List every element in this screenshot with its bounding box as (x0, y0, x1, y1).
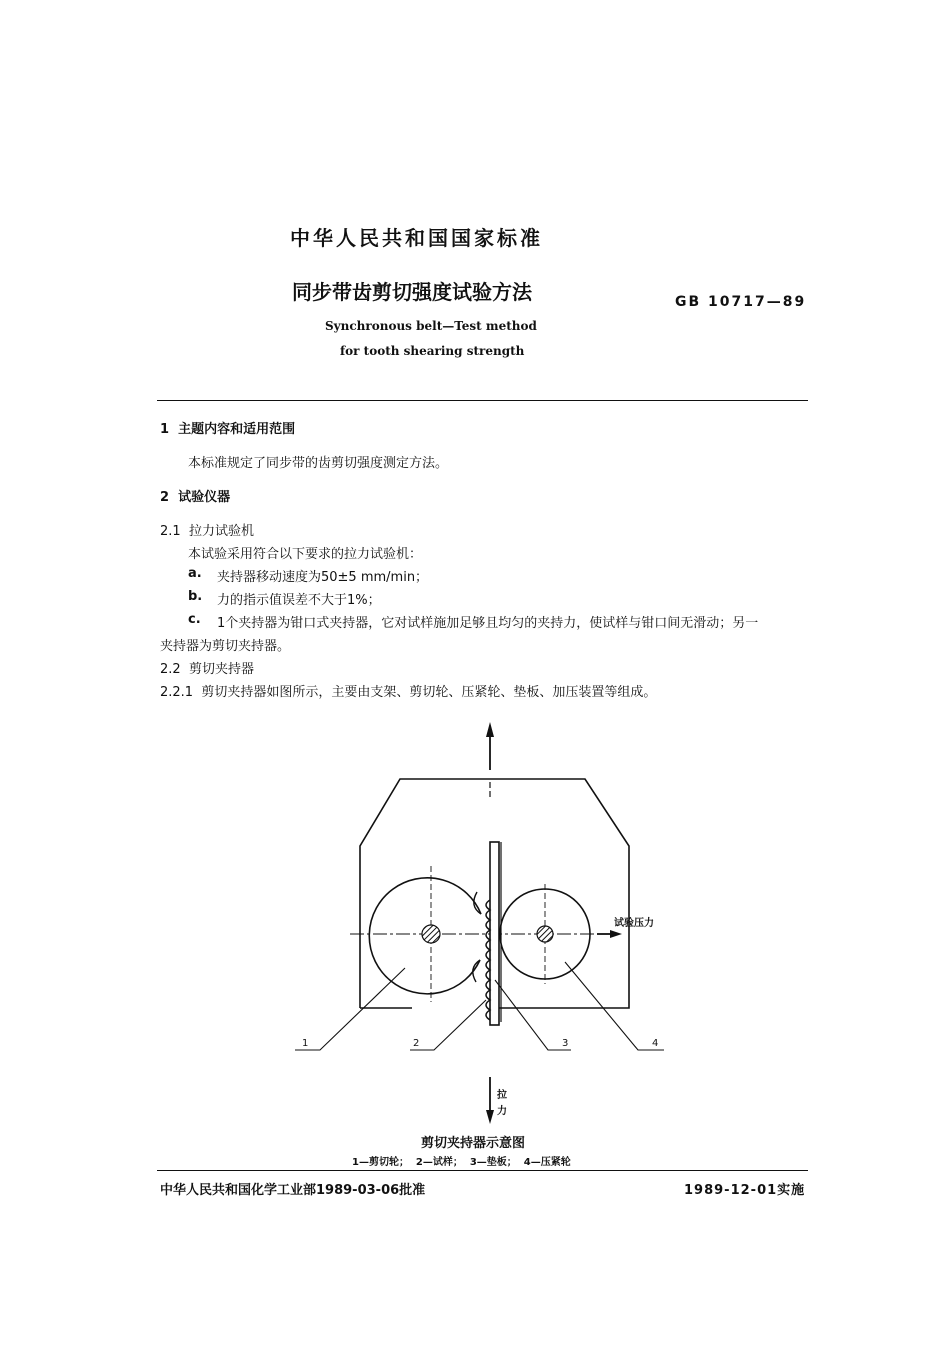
item-b-marker: b. (188, 589, 203, 604)
national-standard-title: 中华人民共和国国家标准 (290, 226, 543, 250)
callout-4: 4 (652, 1038, 659, 1049)
footer-divider (157, 1170, 808, 1171)
item-c-continuation: 夹持器为剪切夹持器。 (160, 639, 291, 654)
figure-legend: 1—剪切轮； 2—试样； 3—垫板； 4—压紧轮 (352, 1157, 571, 1168)
section-1-heading: 1 主题内容和适用范围 (160, 422, 296, 437)
section-2-1-heading: 2.1 拉力试验机 (160, 524, 254, 539)
approval-line: 中华人民共和国化学工业部1989-03-06批准 (160, 1183, 426, 1198)
pull-force-label-1: 拉 (497, 1090, 507, 1101)
pull-force-arrow (486, 1077, 494, 1124)
callout-3: 3 (562, 1038, 569, 1049)
callout-leaders (295, 962, 664, 1050)
item-b-text: 力的指示值误差不大于1%； (217, 593, 381, 608)
standard-code: GB 10717—89 (675, 294, 807, 310)
test-pressure-label: 试验压力 (614, 918, 654, 929)
section-2-2-1-text: 2.2.1 剪切夹持器如图所示，主要由支架、剪切轮、压紧轮、垫板、加压装置等组成。 (160, 685, 657, 700)
english-title-line-2: for tooth shearing strength (340, 344, 525, 358)
specimen-belt (486, 842, 499, 1025)
section-2-2-heading: 2.2 剪切夹持器 (160, 662, 254, 677)
section-2-1-intro: 本试验采用符合以下要求的拉力试验机： (188, 547, 423, 562)
callout-1: 1 (302, 1038, 309, 1049)
item-a-marker: a. (188, 566, 202, 581)
section-2-heading: 2 试验仪器 (160, 490, 231, 505)
pull-force-label-2: 力 (497, 1106, 507, 1117)
callout-2: 2 (413, 1038, 420, 1049)
upward-arrow (486, 722, 494, 800)
implementation-date: 1989-12-01实施 (684, 1183, 806, 1198)
test-pressure-arrow (597, 930, 622, 938)
item-c-marker: c. (188, 612, 201, 627)
item-a-text: 夹持器移动速度为50±5 mm/min； (217, 570, 429, 585)
figure-caption: 剪切夹持器示意图 (421, 1136, 526, 1151)
item-c-text: 1个夹持器为钳口式夹持器，它对试样施加足够且均匀的夹持力，使试样与钳口间无滑动；另一 (217, 616, 759, 631)
document-title: 同步带齿剪切强度试验方法 (292, 280, 532, 304)
section-1-body: 本标准规定了同步带的齿剪切强度测定方法。 (188, 456, 449, 471)
english-title-line-1: Synchronous belt—Test method (325, 319, 537, 333)
